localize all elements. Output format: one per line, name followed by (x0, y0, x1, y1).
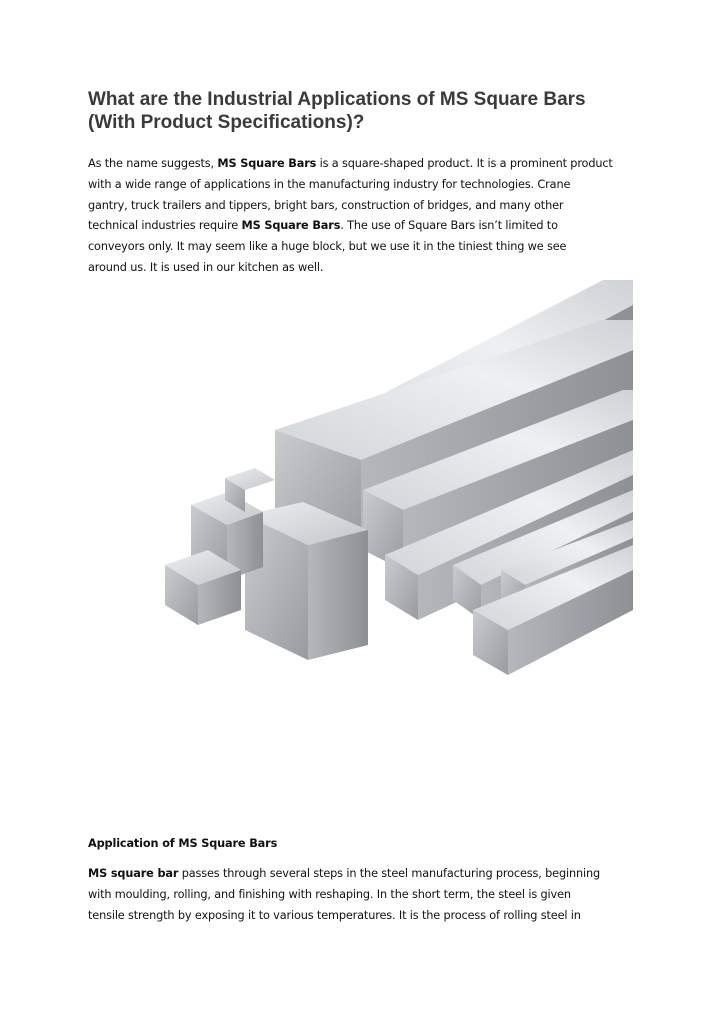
section-paragraph (88, 864, 636, 926)
intro-text: is a square-shaped product. It is a prominent product (316, 157, 613, 170)
bold-keyword: MS square bar (88, 867, 179, 880)
title-line-1: What are the Industrial Applications of MS Square Bars (88, 89, 586, 110)
intro-line-3: gantry, truck trailers and tippers, bright bars, construction of bridges, and many other (88, 198, 564, 212)
bold-keyword: MS Square Bars (217, 157, 317, 170)
section-text: passes through several steps in the steel manufacturing process, beginning (178, 867, 601, 880)
intro-line-4 (88, 216, 636, 237)
section-line-2: with moulding, rolling, and finishing with reshaping. In the short term, the steel is given (88, 887, 571, 901)
section-heading: Application of MS Square Bars (88, 837, 278, 850)
intro-text: . The use of Square Bars isn’t limited to (340, 219, 558, 233)
intro-text: technical industries require (88, 219, 242, 233)
section-line-3: tensile strength by exposing it to various temperatures. It is the process of rolling steel in (88, 908, 581, 922)
intro-paragraph (88, 154, 636, 279)
bar-front-center (245, 502, 368, 660)
intro-line-1 (88, 154, 636, 175)
intro-text: As the name suggests, (88, 157, 218, 170)
intro-line-6: around us. It is used in our kitchen as well. (88, 260, 324, 274)
intro-line-2: with a wide range of applications in the manufacturing industry for technologies. Crane (88, 177, 571, 191)
intro-line-5: conveyors only. It may seem like a huge block, but we use it in the tiniest thing we see (88, 240, 567, 254)
bold-keyword: MS Square Bars (241, 219, 341, 233)
ms-square-bars-image (163, 280, 633, 680)
article-title (88, 88, 648, 134)
title-line-2: (With Product Specifications)? (88, 112, 365, 133)
section-line-1 (88, 864, 636, 885)
